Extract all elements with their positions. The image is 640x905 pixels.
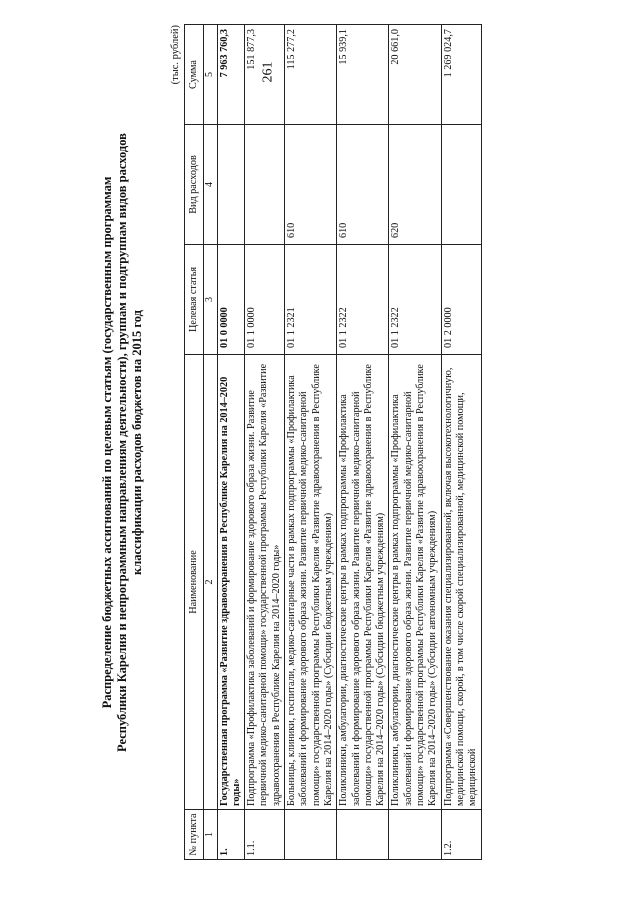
row-expense-type (217, 125, 245, 245)
heading-line-3: классификации расходов бюджетов на 2015 год (130, 310, 144, 575)
header-expense-type: Вид расходов (185, 125, 204, 245)
row-expense-type (441, 125, 481, 245)
document-heading (100, 25, 145, 860)
column-number: 1 (204, 810, 217, 860)
table-row (245, 25, 285, 860)
column-number: 3 (204, 245, 217, 355)
row-sum: 15 939,1 (337, 25, 389, 125)
table-row (217, 25, 245, 860)
rotated-page-content (100, 25, 605, 860)
row-sum: 1 269 024,7 (441, 25, 481, 125)
row-target-article: 01 2 0000 (441, 245, 481, 355)
row-target-article: 01 0 0000 (217, 245, 245, 355)
row-number: 1.2. (441, 810, 481, 860)
row-name: Подпрограмма «Совершенствование оказания специализированной, включая высокотехнологичную, медицинской помощи, скорой, в том числе скорой специализированной, медицинской помощи, медицинской (441, 355, 481, 810)
row-expense-type (245, 125, 285, 245)
row-sum: 115 277,2 (285, 25, 337, 125)
header-target-article: Целевая статья (185, 245, 204, 355)
table-column-numbers-row (204, 25, 217, 860)
row-name: Поликлиники, амбулатории, диагностические центры в рамках подпрограммы «Профилактика заболеваний и формирование здорового образа жизни. Развитие первичной медико-санитарной помощи» государственной программы Республики Карелия «Развитие здравоохранения в Республике Карелия на 2014–2020 годы» (Субсидии автономным учреждениям) (389, 355, 441, 810)
row-number (285, 810, 337, 860)
table-header-row (185, 25, 204, 860)
heading-line-1: Распределение бюджетных ассигнований по целевым статьям (государственным программам (100, 176, 114, 709)
row-name: Государственная программа «Развитие здравоохранения в Республике Карелия на 2014–2020 годы» (217, 355, 245, 810)
units-label: (тыс. рублей) (170, 25, 181, 85)
table-row (441, 25, 481, 860)
row-target-article: 01 1 0000 (245, 245, 285, 355)
row-name: Подпрограмма «Профилактика заболеваний и формирование здорового образа жизни. Развитие первичной медико-санитарной помощи» государственной программы Республики Карелия «Развитие здравоохранения в Республике Карелия на 2014–2020 годы» (245, 355, 285, 810)
header-name: Наименование (185, 355, 204, 810)
table-row (337, 25, 389, 860)
row-expense-type: 610 (337, 125, 389, 245)
header-number: № пункта (185, 810, 204, 860)
row-name: Больницы, клиники, госпитали, медико-санитарные части в рамках подпрограммы «Профилактика заболеваний и формирование здорового образа жизни. Развитие первичной медико-санитарной помощи» государственной программы Республики Карелия «Развитие здравоохранения в Республике Карелия на 2014–2020 годы» (Субсидии бюджетным учреждениям) (285, 355, 337, 810)
page-number: 261 (260, 61, 276, 83)
row-expense-type: 620 (389, 125, 441, 245)
table-row (285, 25, 337, 860)
row-name: Поликлиники, амбулатории, диагностические центры в рамках подпрограммы «Профилактика заболеваний и формирование здорового образа жизни. Развитие первичной медико-санитарной помощи» государственной программы Республики Карелия «Развитие здравоохранения в Республике Карелия на 2014–2020 годы» (Субсидии бюджетным учреждениям) (337, 355, 389, 810)
heading-line-2: Республики Карелия и непрограммным направлениям деятельности), группам и подгруппам видов расходов (115, 133, 129, 752)
budget-table (184, 24, 482, 860)
row-target-article: 01 1 2321 (285, 245, 337, 355)
row-sum: 20 661,0 (389, 25, 441, 125)
row-sum: 151 877,3 (245, 25, 285, 125)
row-expense-type: 610 (285, 125, 337, 245)
column-number: 4 (204, 125, 217, 245)
row-sum: 7 963 760,3 (217, 25, 245, 125)
row-target-article: 01 1 2322 (389, 245, 441, 355)
header-sum: Сумма (185, 25, 204, 125)
row-number: 1. (217, 810, 245, 860)
column-number: 5 (204, 25, 217, 125)
row-number: 1.1. (245, 810, 285, 860)
row-number (337, 810, 389, 860)
row-target-article: 01 1 2322 (337, 245, 389, 355)
column-number: 2 (204, 355, 217, 810)
row-number (389, 810, 441, 860)
table-row (389, 25, 441, 860)
